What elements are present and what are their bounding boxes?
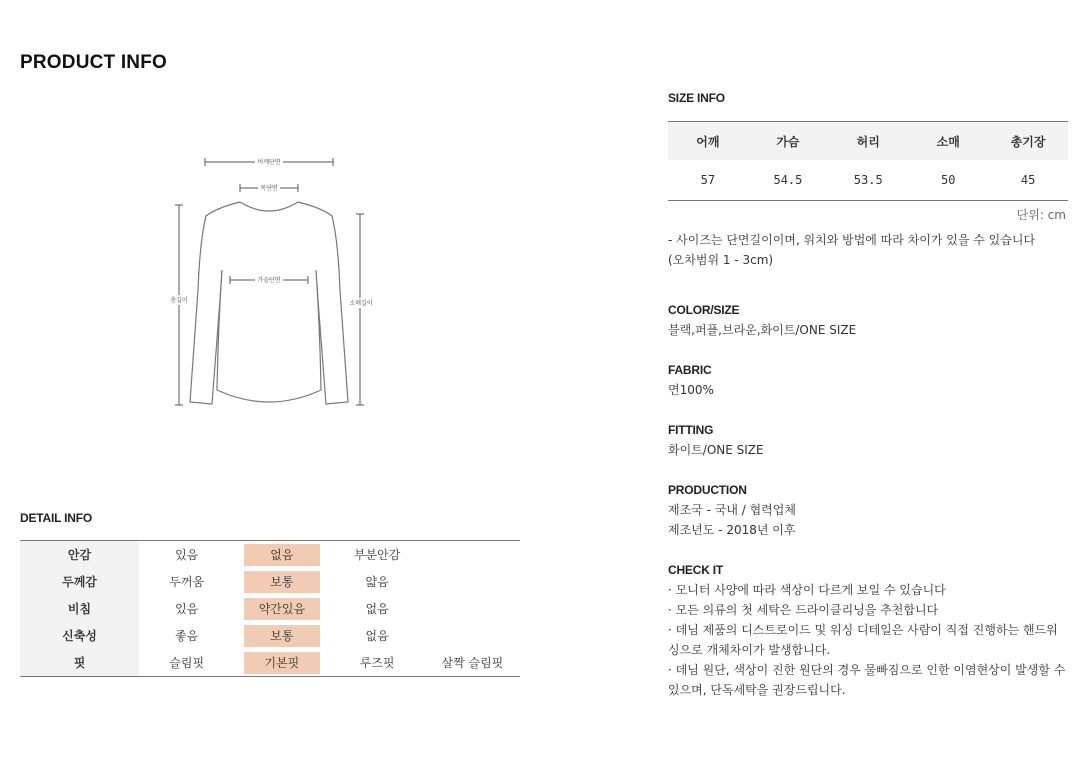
production-year: 제조년도 - 2018년 이후 (668, 523, 796, 537)
size-unit: 단위: cm (1016, 208, 1066, 222)
detail-row-label: 신축성 (20, 622, 139, 649)
size-column-header: 가슴 (748, 122, 828, 161)
fitting-heading: FITTING (668, 423, 714, 437)
fitting-value: 화이트/ONE SIZE (668, 443, 764, 457)
detail-option (425, 568, 520, 595)
detail-info-table (20, 540, 520, 677)
size-column-header: 총기장 (988, 122, 1068, 161)
size-column-header: 소매 (908, 122, 988, 161)
detail-option: 있음 (175, 601, 199, 616)
check-item: · 모든 의류의 첫 세탁은 드라이클리닝을 추천합니다 (668, 603, 939, 617)
size-info-table (668, 121, 1068, 201)
detail-row-label: 비침 (20, 595, 139, 622)
page-title: PRODUCT INFO (20, 52, 168, 73)
size-value: 54.5 (773, 173, 803, 187)
size-note-line1: - 사이즈는 단면길이이며, 위치와 방법에 따라 차이가 있을 수 있습니다 (668, 233, 1036, 247)
check-it-heading: CHECK IT (668, 563, 724, 577)
size-value: 50 (941, 173, 956, 187)
detail-option: 부분안감 (353, 547, 401, 562)
color-size-value: 블랙,퍼플,브라운,화이트/ONE SIZE (668, 323, 857, 337)
shoulder-measure-label: 어깨단면 (257, 159, 281, 166)
neck-measure-label: 목단면 (260, 185, 278, 192)
detail-info-heading: DETAIL INFO (20, 511, 93, 525)
fabric-value: 면100% (668, 383, 714, 397)
size-value: 53.5 (853, 173, 883, 187)
size-info-heading: SIZE INFO (668, 91, 725, 105)
detail-option: 없음 (365, 628, 389, 643)
size-column-header: 어깨 (668, 122, 748, 161)
fabric-heading: FABRIC (668, 363, 712, 377)
length-measure-label: 총길이 (170, 297, 188, 304)
detail-row-label: 두께감 (20, 568, 139, 595)
detail-option (425, 595, 520, 622)
chest-measure-label: 가슴단면 (257, 277, 281, 284)
detail-option-selected: 약간있음 (234, 595, 329, 622)
check-it-list (668, 580, 1068, 700)
detail-option (425, 541, 520, 569)
color-size-heading: COLOR/SIZE (668, 303, 740, 317)
size-value: 57 (700, 173, 716, 187)
detail-option: 얇음 (365, 574, 389, 589)
size-column-header: 허리 (828, 122, 908, 161)
size-value: 45 (1020, 173, 1036, 187)
detail-option-selected: 보통 (234, 568, 329, 595)
detail-row (20, 541, 520, 569)
detail-option-selected: 기본핏 (234, 649, 329, 677)
detail-row-label: 핏 (20, 649, 139, 677)
garment-size-diagram (160, 150, 380, 420)
detail-option-selected: 없음 (234, 541, 329, 569)
detail-option: 없음 (365, 601, 389, 616)
detail-row (20, 568, 520, 595)
detail-option: 있음 (175, 547, 199, 562)
check-item: · 모니터 사양에 따라 색상이 다르게 보일 수 있습니다 (668, 583, 946, 597)
production-country: 제조국 - 국내 / 협력업체 (668, 503, 796, 517)
detail-row (20, 649, 520, 677)
detail-option (425, 622, 520, 649)
sleeve-measure-label: 소매길이 (349, 300, 373, 307)
detail-row (20, 595, 520, 622)
production-heading: PRODUCTION (668, 483, 747, 497)
detail-option-selected: 보통 (234, 622, 329, 649)
detail-option: 좋음 (175, 628, 199, 643)
detail-option: 루즈핏 (359, 655, 395, 670)
check-item: · 데님 원단, 색상이 진한 원단의 경우 물빠짐으로 인한 이염현상이 발생할 수 있으며, 단독세탁을 권장드립니다. (668, 663, 1066, 697)
detail-option: 두꺼움 (169, 574, 205, 589)
size-note-line2: (오차범위 1 - 3cm) (668, 253, 774, 267)
detail-row (20, 622, 520, 649)
detail-option: 살짝 슬림핏 (441, 655, 504, 670)
detail-row-label: 안감 (20, 541, 139, 569)
check-item: · 데님 제품의 디스트로이드 및 워싱 디테일은 사람이 직접 진행하는 핸드워싱으로 개체차이가 발생합니다. (668, 623, 1058, 657)
detail-option: 슬림핏 (169, 655, 205, 670)
